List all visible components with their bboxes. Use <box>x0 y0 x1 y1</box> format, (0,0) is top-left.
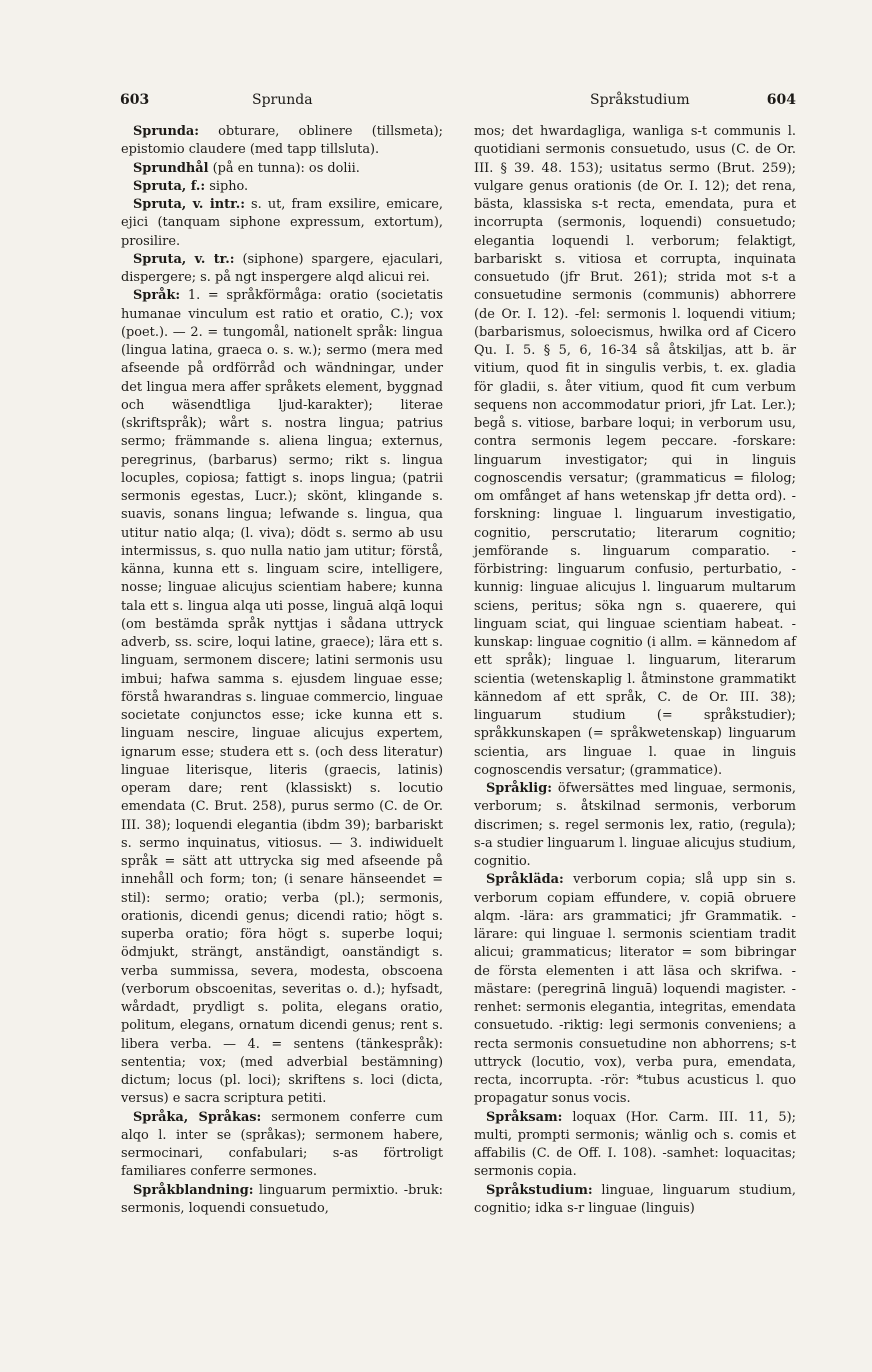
dictionary-entry-continued <box>474 123 796 780</box>
dictionary-entry <box>121 196 443 251</box>
dictionary-entry <box>121 123 443 160</box>
right-column <box>474 123 796 1218</box>
dictionary-entry <box>121 287 443 1108</box>
entry-text: sipho. <box>205 178 249 194</box>
dictionary-entry <box>474 1109 796 1182</box>
dictionary-entry <box>121 178 443 196</box>
entry-text: obturare, oblinere (tillsmeta); epistomio claudere (med tapp tillsluta). <box>121 124 443 158</box>
entry-headword: Språka, Språkas: <box>133 1109 262 1125</box>
page-header <box>120 92 796 114</box>
entry-text: 1. = språkförmåga: oratio (societatis humanae vinculum est ratio et oratio, C.); vox (poet.). — 2. = tungomål, nationelt språk: lingua (lingua latina, graeca o. s. w.); sermo (mera med afseende på ordförråd och wändningar, under det lingua mera affer språkets element, byggnad och wäsendtliga ljud-karakter); literae (skriftspråk); wårt s. nostra lingua; patrius sermo; främmande s. aliena lingua; externus, peregrinus, (barbarus) sermo; rikt s. lingua locuples, copiosa; fattigt s. inops lingua; (patrii sermonis egestas, Lucr.); skönt, klingande s. suavis, sonans lingua; lefwande s. lingua, qua utitur natio alqa; (l. viva); dödt s. sermo ab usu intermissus, s. quo nulla natio jam utitur; förstå, känna, kunna ett s. linguam scire, intelligere, nosse; linguae alicujus scientiam habere; kunna tala ett s. lingua alqa uti posse, linguā alqā loqui (om bestämda språk nyttjas i sådana uttryck adverb, ss. scire, loqui latine, graece); lära ett s. linguam, sermonem discere; latini sermonis usu imbui; hafwa samma s. ejusdem linguae esse; förstå hwarandras s. linguae commercio, linguae societate conjunctos esse; icke kunna ett s. linguam nescire, linguae alicujus expertem, ignarum esse; studera ett s. (och dess literatur) linguae literisque, literis (graecis, latinis) operam dare; rent (klassiskt) s. locutio emendata (C. Brut. 258), purus sermo (C. de Or. III. 38); loquendi elegantia (ibdm 39); barbariskt s. sermo inquinatus, vitiosus. — 3. indiwiduelt språk = sätt att uttrycka sig med afseende på innehåll och form; ton; (i senare hänseendet = stil): sermo; oratio; verba (pl.); sermonis, orationis, dicendi genus; dicendi ratio; högt s. superba oratio; föra högt s. superbe loqui; ödmjukt, strängt, anständigt, oanständigt s. verba summissa, severa, modesta, obscoena (verborum obscoenitas, severitas o. d.); hyfsadt, wårdadt, prydligt s. polita, elegans oratio, politum, elegans, ornatum dicendi genus; rent s. libera verba. — 4. = sentens (tänkespråk): sententia; vox; (med adverbial bestämning) dictum; locus (pl. loci); skriftens s. loci (dicta, versus) e sacra scriptura petiti. <box>121 288 443 1107</box>
page-number-left: 603 <box>120 92 150 108</box>
page-number-right: 604 <box>766 92 796 108</box>
entry-headword: Språk: <box>133 288 181 304</box>
entry-text: linguarum permixtio. -bruk: sermonis, loquendi consuetudo, <box>121 1182 443 1216</box>
entry-text: sermonem conferre cum alqo l. inter se (språkas); sermonem habere, sermocinari, confabulari; s-as förtroligt familiares conferre sermones. <box>121 1109 444 1180</box>
dictionary-entry <box>121 251 443 288</box>
dictionary-entry <box>121 1109 443 1182</box>
entry-text: öfwersättes med linguae, sermonis, verborum; s. åtskilnad sermonis, verborum discrimen; s. regel sermonis lex, ratio, (regula); s-a studier linguarum l. linguae alicujus studium, cognitio. <box>474 781 796 869</box>
dictionary-entry <box>474 871 796 1108</box>
entry-text: linguae, linguarum studium, cognitio; idka s-r linguae (linguis) <box>474 1182 796 1216</box>
entry-headword: Spruta, v. tr.: <box>133 251 235 267</box>
running-head-left: Sprunda <box>252 92 313 108</box>
entry-headword: Spruta, f.: <box>133 178 206 194</box>
dictionary-entry <box>474 780 796 871</box>
entry-text: mos; det hwardagliga, wanliga s-t communis l. quotidiani sermonis consuetudo, usus (C. de Or. III. § 39. 48. 153); usitatus sermo (Brut. 259); vulgare genus orationis (de Or. I. 12); det rena, bästa, klassiska s-t recta, emendata, pura et incorrupta (sermonis, loquendi) consuetudo; elegantia loquendi l. verborum; felaktigt, barbariskt s. vitiosa et corrupta, inquinata consuetudo (jfr Brut. 261); strida mot s-t a consuetudine sermonis (communis) abhorrere (de Or. I. 12). -fel: sermonis l. loquendi vitium; (barbarismus, soloecismus, hwilka ord af Cicero Qu. I. 5. § 5, 6, 16-34 så åtskiljas, att b. är vitium, quod fit in singulis verbis, t. ex. gladia för gladii, s. åter vitium, quod fit cum verbum sequens non accommodatur priori, jfr Lat. Ler.); begå s. vitiose, barbare loqui; in verborum usu, contra sermonis legem peccare. -forskare: linguarum investigator; qui in linguis cognoscendis versatur; (grammaticus = filolog; om omfånget af hans wetenskap jfr detta ord). -forskning: linguae l. linguarum investigatio, cognitio, perscrutatio; literarum cognitio; jemförande s. linguarum comparatio. -förbistring: linguarum confusio, perturbatio, -kunnig: linguae alicujus l. linguarum multarum sciens, peritus; söka ngn s. quaerere, qui linguam sciat, qui linguae scientiam habeat. -kunskap: linguae cognitio (i allm. = kännedom af ett språk); linguae l. linguarum, literarum scientia (wetenskaplig l. åtminstone grammatikt kännedom af ett språk, C. de Or. III. 38); linguarum studium (= språkstudier); språkkunskapen (= språkwetenskap) linguarum scientia, ars linguae l. quae in linguis cognoscendis versatur; (grammatice). <box>474 124 796 778</box>
entry-text: (på en tunna): os dolii. <box>208 160 360 176</box>
entry-text: s. ut, fram exsilire, emicare, ejici (tanquam siphone expressum, extortum), prosilire. <box>121 197 443 249</box>
entry-headword: Språksam: <box>486 1109 563 1125</box>
entry-headword: Sprundhål <box>133 160 209 176</box>
entry-text: verborum copia; slå upp sin s. verborum copiam effundere, v. copiā obruere alqm. -lära: ars grammatici; jfr Grammatik. -lärare: qui linguae l. sermonis scientiam tradit alicui; grammaticus; literator = som bibringar de första elementen i att läsa och skrifwa. -mästare: (peregrinā linguā) loquendi magister. -renhet: sermonis elegantia, integritas, emendata consuetudo. -riktig: legi sermonis conveniens; a recta sermonis consuetudine non abhorrens; s-t uttryck (locutio, vox), verba pura, emendata, recta, incorrupta. -rör: *tubus acusticus l. quo propagatur sonus vocis. <box>474 872 796 1107</box>
entry-headword: Språklig: <box>486 781 552 796</box>
dictionary-entry <box>121 1182 443 1219</box>
entry-headword: Språkblandning: <box>133 1182 254 1198</box>
entry-headword: Språkläda: <box>486 872 564 888</box>
left-column <box>121 123 443 1218</box>
dictionary-entry <box>121 160 443 178</box>
dictionary-entry <box>474 1182 796 1219</box>
entry-headword: Språkstudium: <box>486 1182 593 1198</box>
running-head-right: Språkstudium <box>590 92 690 108</box>
entry-headword: Sprunda: <box>133 124 199 139</box>
entry-headword: Spruta, v. intr.: <box>133 197 245 212</box>
entry-text: loquax (Hor. Carm. III. 11, 5); multi, prompti sermonis; wänlig och s. comis et affabilis (C. de Off. I. 108). -samhet: loquacitas; sermonis copia. <box>474 1109 796 1180</box>
entry-text: (siphone) spargere, ejaculari, dispergere; s. på ngt inspergere alqd alicui rei. <box>121 251 443 285</box>
